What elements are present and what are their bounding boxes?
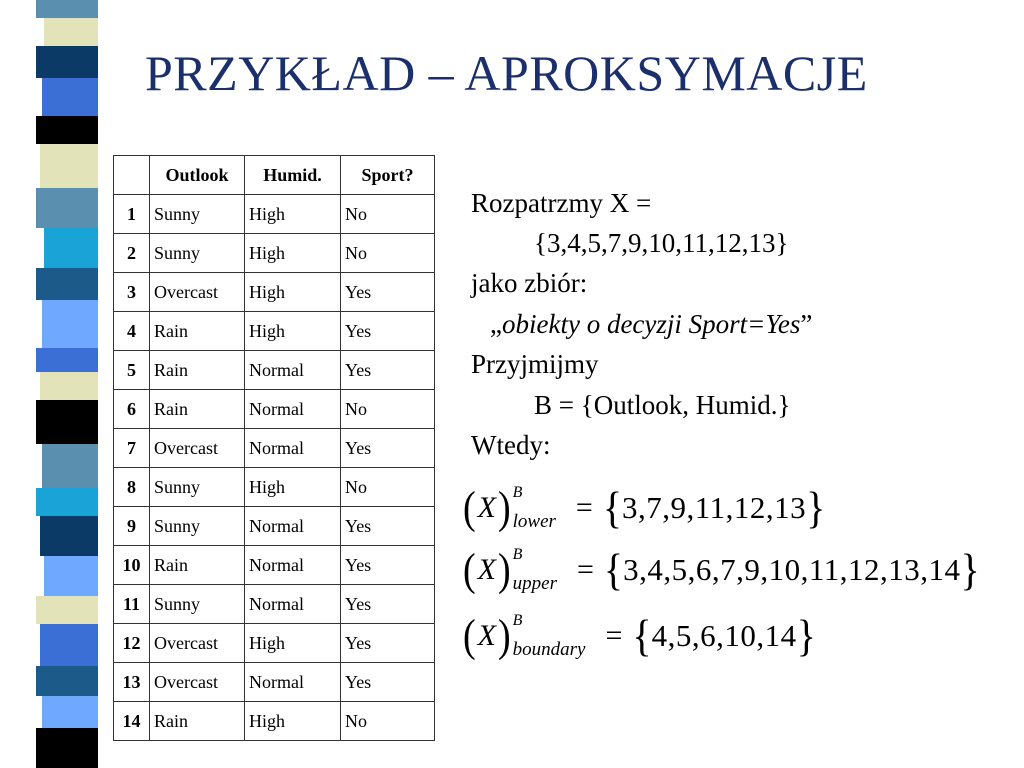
text-line-consider-x: Rozpatrzmy X = [471, 188, 652, 218]
row-index: 13 [114, 663, 150, 702]
row-index: 2 [114, 234, 150, 273]
text-line-b-set: B = {Outlook, Humid.} [534, 390, 791, 420]
formula-upper-approximation: ( X ) B upper = { 3,4,5,6,7,9,10,11,12,13,14 } [463, 544, 980, 595]
table-row [114, 195, 435, 234]
cell-sport: Yes [341, 546, 435, 585]
cell-humid: Normal [245, 390, 341, 429]
table-row [114, 273, 435, 312]
equals-sign: = [576, 552, 594, 586]
cell-sport: No [341, 390, 435, 429]
row-index: 3 [114, 273, 150, 312]
formula-set-values: 4,5,6,10,14 [651, 617, 797, 653]
cell-sport: No [341, 468, 435, 507]
stripe-segment [42, 444, 98, 488]
cell-outlook: Overcast [150, 273, 245, 312]
decision-phrase: obiekty o decyzji Sport=Yes [501, 309, 801, 339]
table-row [114, 468, 435, 507]
equals-sign: = [575, 490, 593, 524]
table-row [114, 234, 435, 273]
equals-sign: = [605, 618, 623, 652]
cell-humid: High [245, 312, 341, 351]
stripe-segment [36, 728, 98, 768]
text-line-as-set: jako zbiór: [471, 268, 588, 298]
row-index: 7 [114, 429, 150, 468]
cell-outlook: Overcast [150, 429, 245, 468]
cell-humid: Normal [245, 585, 341, 624]
stripe-segment [40, 144, 98, 188]
table-row [114, 429, 435, 468]
cell-humid: High [245, 273, 341, 312]
table-row [114, 546, 435, 585]
cell-outlook: Sunny [150, 507, 245, 546]
cell-sport: Yes [341, 351, 435, 390]
text-line-assume: Przyjmijmy [471, 349, 599, 379]
cell-outlook: Sunny [150, 585, 245, 624]
stripe-segment [36, 488, 98, 516]
row-index: 14 [114, 702, 150, 741]
cell-outlook: Rain [150, 702, 245, 741]
stripe-segment [36, 116, 98, 144]
cell-outlook: Rain [150, 546, 245, 585]
stripe-segment [40, 624, 98, 666]
cell-outlook: Overcast [150, 624, 245, 663]
table-row [114, 390, 435, 429]
cell-sport: Yes [341, 663, 435, 702]
table-row [114, 663, 435, 702]
stripe-segment [36, 46, 98, 78]
table-row [114, 585, 435, 624]
table-header-humid: Humid. [245, 156, 341, 195]
table-row [114, 507, 435, 546]
cell-outlook: Sunny [150, 195, 245, 234]
row-index: 9 [114, 507, 150, 546]
cell-humid: High [245, 702, 341, 741]
formula-var: X [477, 490, 496, 524]
text-line-decision-objects [490, 304, 812, 344]
open-quote: „ [490, 309, 502, 339]
formula-var: X [477, 618, 496, 652]
table-row [114, 351, 435, 390]
cell-sport: Yes [341, 585, 435, 624]
row-index: 10 [114, 546, 150, 585]
stripe-segment [44, 228, 98, 268]
table-row [114, 702, 435, 741]
stripe-segment [44, 18, 98, 48]
stripe-segment [44, 556, 98, 596]
cell-humid: High [245, 195, 341, 234]
formula-set-values: 3,7,9,11,12,13 [622, 489, 807, 525]
cell-sport: Yes [341, 624, 435, 663]
formula-lower-approximation: ( X ) B lower = { 3,7,9,11,12,13 } [463, 482, 826, 533]
cell-humid: Normal [245, 663, 341, 702]
stripe-segment [40, 372, 98, 400]
slide-title: PRZYKŁAD – APROKSYMACJE [145, 45, 868, 101]
cell-humid: High [245, 468, 341, 507]
cell-outlook: Overcast [150, 663, 245, 702]
stripe-segment [36, 596, 98, 624]
table-header-sport: Sport? [341, 156, 435, 195]
formula-subscript: boundary [512, 638, 586, 660]
row-index: 12 [114, 624, 150, 663]
cell-humid: Normal [245, 429, 341, 468]
row-index: 4 [114, 312, 150, 351]
formula-superscript: B [512, 545, 523, 563]
cell-humid: High [245, 624, 341, 663]
formula-subscript: upper [512, 572, 557, 594]
close-quote: ” [800, 309, 813, 339]
table-header-row [114, 156, 435, 195]
formula-subscript: lower [512, 510, 556, 532]
cell-humid: Normal [245, 507, 341, 546]
cell-outlook: Sunny [150, 234, 245, 273]
cell-outlook: Rain [150, 351, 245, 390]
formula-var: X [477, 552, 496, 586]
cell-sport: No [341, 234, 435, 273]
stripe-segment [36, 348, 98, 372]
cell-humid: High [245, 234, 341, 273]
table-row [114, 624, 435, 663]
table-row [114, 312, 435, 351]
cell-sport: Yes [341, 312, 435, 351]
stripe-segment [42, 78, 98, 116]
formula-set-values: 3,4,5,6,7,9,10,11,12,13,14 [623, 551, 961, 587]
formula-superscript: B [512, 611, 523, 629]
cell-outlook: Rain [150, 390, 245, 429]
cell-sport: Yes [341, 429, 435, 468]
cell-sport: Yes [341, 507, 435, 546]
stripe-segment [36, 400, 98, 444]
row-index: 6 [114, 390, 150, 429]
formula-boundary-region: ( X ) B boundary = { 4,5,6,10,14 } [463, 610, 816, 661]
stripe-segment [36, 0, 98, 18]
stripe-segment [36, 268, 98, 300]
cell-sport: No [341, 702, 435, 741]
cell-outlook: Rain [150, 312, 245, 351]
cell-humid: Normal [245, 351, 341, 390]
cell-sport: Yes [341, 273, 435, 312]
row-index: 1 [114, 195, 150, 234]
table-header-outlook: Outlook [150, 156, 245, 195]
data-table [113, 155, 435, 741]
text-line-x-set: {3,4,5,7,9,10,11,12,13} [534, 228, 789, 258]
stripe-segment [40, 516, 98, 556]
cell-humid: Normal [245, 546, 341, 585]
text-line-then: Wtedy: [471, 430, 551, 460]
stripe-segment [36, 666, 98, 696]
row-index: 5 [114, 351, 150, 390]
stripe-segment [42, 300, 98, 348]
stripe-segment [42, 696, 98, 728]
cell-outlook: Sunny [150, 468, 245, 507]
row-index: 11 [114, 585, 150, 624]
row-index: 8 [114, 468, 150, 507]
decorative-stripe-bar [36, 0, 98, 768]
cell-sport: No [341, 195, 435, 234]
stripe-segment [36, 188, 98, 228]
table-header-index [114, 156, 150, 195]
formula-superscript: B [512, 483, 523, 501]
